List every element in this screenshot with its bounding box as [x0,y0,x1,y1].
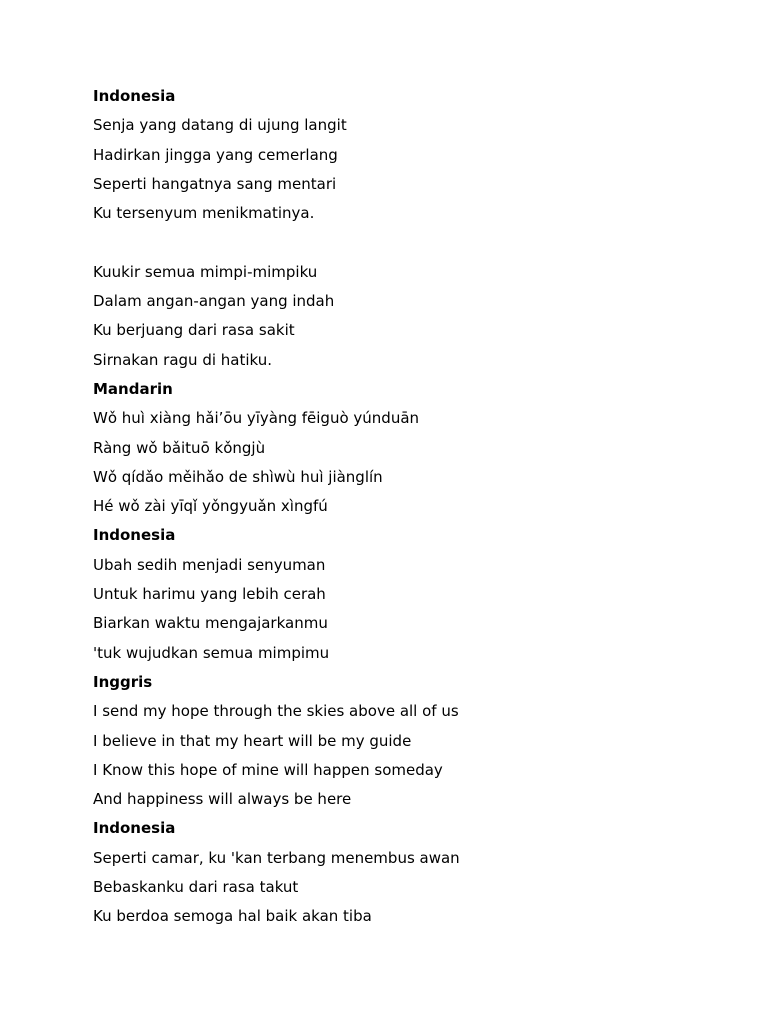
lyric-line: Wǒ qídǎo měihǎo de shìwù huì jiànglín [93,467,383,486]
lyric-line: I Know this hope of mine will happen someday [93,760,443,779]
lyric-line: Ku tersenyum menikmatinya. [93,204,315,223]
section-indonesia-2 [93,521,733,667]
lyric-line: Ràng wǒ bǎituō kǒngjù [93,438,266,457]
lyric-line: Dalam angan-angan yang indah [93,292,335,311]
lyric-line: Seperti hangatnya sang mentari [93,174,337,193]
lyric-line: Kuukir semua mimpi-mimpiku [93,262,318,281]
lyric-line: Biarkan waktu mengajarkanmu [93,614,328,633]
section-heading: Inggris [93,672,153,691]
section-mandarin [93,375,733,521]
section-indonesia-3 [93,814,733,931]
section-indonesia-1 [93,82,733,375]
lyric-line: Bebaskanku dari rasa takut [93,878,299,897]
lyrics-document [93,82,733,932]
lyric-line: I believe in that my heart will be my guide [93,731,412,750]
lyric-line: Seperti camar, ku 'kan terbang menembus awan [93,848,460,867]
blank-line [93,228,733,257]
lyric-line: Ku berjuang dari rasa sakit [93,321,295,340]
lyric-line: Ubah sedih menjadi senyuman [93,555,326,574]
lyric-line: Hé wǒ zài yīqǐ yǒngyuǎn xìngfú [93,497,328,516]
lyric-line: Wǒ huì xiàng hǎi’ōu yīyàng fēiguò yúnduān [93,409,420,428]
section-heading: Indonesia [93,87,176,105]
lyric-line: Senja yang datang di ujung langit [93,116,347,135]
lyric-line: I send my hope through the skies above all of us [93,702,459,721]
lyric-line: 'tuk wujudkan semua mimpimu [93,643,330,662]
lyric-line: Ku berdoa semoga hal baik akan tiba [93,907,372,926]
lyric-line: Sirnakan ragu di hatiku. [93,350,273,369]
lyric-line: And happiness will always be here [93,790,352,809]
lyric-line: Hadirkan jingga yang cemerlang [93,145,338,164]
section-inggris [93,668,733,814]
section-heading: Mandarin [93,379,173,398]
section-heading: Indonesia [93,819,176,838]
lyric-line: Untuk harimu yang lebih cerah [93,585,326,604]
section-heading: Indonesia [93,526,176,545]
